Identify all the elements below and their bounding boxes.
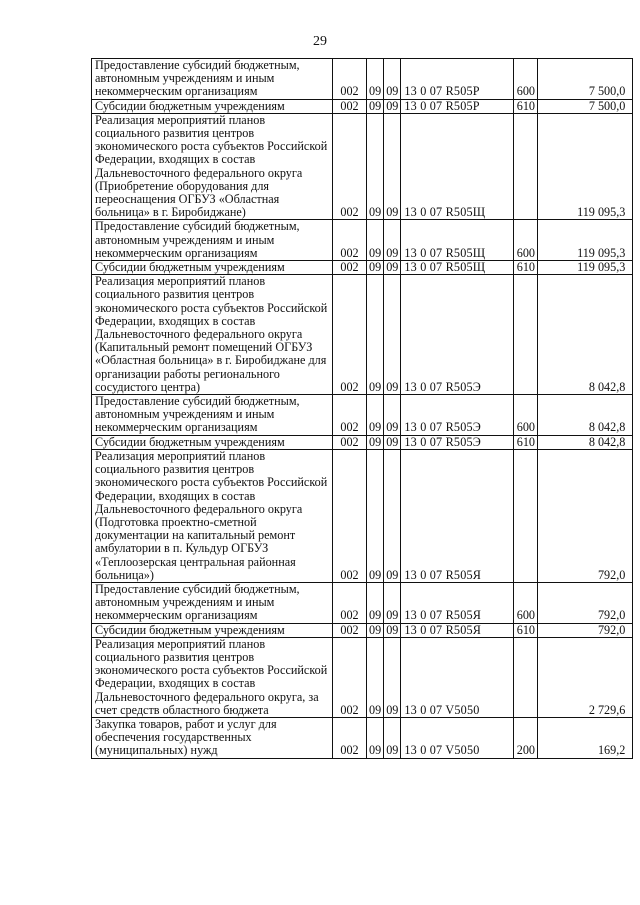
row-sum: 792,0 (538, 582, 633, 623)
table-row (92, 582, 633, 623)
row-vr (514, 275, 538, 395)
table-row (92, 637, 633, 717)
row-cs: 13 0 07 R505Я (401, 623, 514, 637)
table-row (92, 275, 633, 395)
row-ved: 002 (333, 99, 367, 113)
row-name: Субсидии бюджетным учреждениям (92, 435, 333, 449)
row-sum: 7 500,0 (538, 59, 633, 100)
table-row (92, 261, 633, 275)
row-name: Субсидии бюджетным учреждениям (92, 261, 333, 275)
row-sum: 2 729,6 (538, 637, 633, 717)
row-rz: 09 (367, 395, 384, 436)
row-pr: 09 (384, 623, 401, 637)
budget-table-body (92, 59, 633, 759)
row-cs: 13 0 07 R505Э (401, 275, 514, 395)
row-name: Субсидии бюджетным учреждениям (92, 99, 333, 113)
row-pr: 09 (384, 435, 401, 449)
row-cs: 13 0 07 R505Щ (401, 220, 514, 261)
row-pr: 09 (384, 275, 401, 395)
row-rz: 09 (367, 637, 384, 717)
table-row (92, 623, 633, 637)
row-vr: 610 (514, 435, 538, 449)
table-row (92, 717, 633, 758)
row-rz: 09 (367, 99, 384, 113)
row-cs: 13 0 07 R505Щ (401, 113, 514, 220)
row-name: Реализация мероприятий планов социального развития центров экономического роста субъектов Российской Федерации, входящих в состав Дальневосточного федерального округа, за счет средств областного бюджета (92, 637, 333, 717)
row-ved: 002 (333, 623, 367, 637)
page-number: 29 (313, 34, 327, 49)
table-row (92, 220, 633, 261)
row-cs: 13 0 07 R505Щ (401, 261, 514, 275)
row-sum: 8 042,8 (538, 435, 633, 449)
row-sum: 119 095,3 (538, 113, 633, 220)
row-pr: 09 (384, 59, 401, 100)
row-sum: 8 042,8 (538, 275, 633, 395)
row-rz: 09 (367, 275, 384, 395)
row-ved: 002 (333, 113, 367, 220)
row-sum: 119 095,3 (538, 261, 633, 275)
row-vr (514, 449, 538, 582)
row-sum: 119 095,3 (538, 220, 633, 261)
row-pr: 09 (384, 582, 401, 623)
row-cs: 13 0 07 V5050 (401, 637, 514, 717)
row-name: Реализация мероприятий планов социального развития центров экономического роста субъектов Российской Федерации, входящих в состав Дальневосточного федерального округа (Подготовка проектно-сметной документации на капитальный ремонт амбулатории в п. Кульдур ОГБУЗ «Теплоозерская центральная районная больница») (92, 449, 333, 582)
row-pr: 09 (384, 637, 401, 717)
row-ved: 002 (333, 637, 367, 717)
row-name: Предоставление субсидий бюджетным, автономным учреждениям и иным некоммерческим организациям (92, 59, 333, 100)
row-vr: 610 (514, 623, 538, 637)
row-ved: 002 (333, 435, 367, 449)
table-row (92, 59, 633, 100)
row-vr: 600 (514, 582, 538, 623)
row-rz: 09 (367, 582, 384, 623)
table-row (92, 99, 633, 113)
row-vr (514, 637, 538, 717)
row-rz: 09 (367, 113, 384, 220)
row-rz: 09 (367, 449, 384, 582)
row-sum: 792,0 (538, 623, 633, 637)
row-pr: 09 (384, 717, 401, 758)
row-pr: 09 (384, 261, 401, 275)
row-cs: 13 0 07 V5050 (401, 717, 514, 758)
row-vr: 200 (514, 717, 538, 758)
table-row (92, 395, 633, 436)
row-pr: 09 (384, 99, 401, 113)
row-pr: 09 (384, 113, 401, 220)
row-name: Предоставление субсидий бюджетным, автономным учреждениям и иным некоммерческим организациям (92, 582, 333, 623)
row-ved: 002 (333, 449, 367, 582)
row-rz: 09 (367, 717, 384, 758)
row-ved: 002 (333, 275, 367, 395)
row-cs: 13 0 07 R505Р (401, 99, 514, 113)
row-ved: 002 (333, 59, 367, 100)
table-row (92, 449, 633, 582)
row-pr: 09 (384, 395, 401, 436)
row-sum: 169,2 (538, 717, 633, 758)
row-name: Закупка товаров, работ и услуг для обеспечения государственных (муниципальных) нужд (92, 717, 333, 758)
row-cs: 13 0 07 R505Я (401, 582, 514, 623)
row-rz: 09 (367, 220, 384, 261)
row-sum: 7 500,0 (538, 99, 633, 113)
row-sum: 792,0 (538, 449, 633, 582)
table-row (92, 113, 633, 220)
row-vr: 600 (514, 220, 538, 261)
row-ved: 002 (333, 582, 367, 623)
row-ved: 002 (333, 395, 367, 436)
row-name: Реализация мероприятий планов социального развития центров экономического роста субъектов Российской Федерации, входящих в состав Дальневосточного федерального округа (Приобретение оборудования для переоснащения ОГБУЗ «Областная больница» в г. Биробиджане) (92, 113, 333, 220)
row-cs: 13 0 07 R505Э (401, 435, 514, 449)
budget-table (91, 58, 633, 759)
row-sum: 8 042,8 (538, 395, 633, 436)
row-name: Реализация мероприятий планов социального развития центров экономического роста субъектов Российской Федерации, входящих в состав Дальневосточного федерального округа (Капитальный ремонт помещений ОГБУЗ «Областная больница» в г. Биробиджане для организации работы регионального сосудистого центра) (92, 275, 333, 395)
row-name: Предоставление субсидий бюджетным, автономным учреждениям и иным некоммерческим организациям (92, 395, 333, 436)
row-rz: 09 (367, 435, 384, 449)
row-cs: 13 0 07 R505Э (401, 395, 514, 436)
row-ved: 002 (333, 717, 367, 758)
row-ved: 002 (333, 220, 367, 261)
row-name: Предоставление субсидий бюджетным, автономным учреждениям и иным некоммерческим организациям (92, 220, 333, 261)
row-ved: 002 (333, 261, 367, 275)
row-vr: 610 (514, 99, 538, 113)
row-vr: 600 (514, 59, 538, 100)
row-cs: 13 0 07 R505Я (401, 449, 514, 582)
table-row (92, 435, 633, 449)
row-vr (514, 113, 538, 220)
row-pr: 09 (384, 220, 401, 261)
row-rz: 09 (367, 261, 384, 275)
row-rz: 09 (367, 623, 384, 637)
row-vr: 600 (514, 395, 538, 436)
row-name: Субсидии бюджетным учреждениям (92, 623, 333, 637)
row-rz: 09 (367, 59, 384, 100)
row-cs: 13 0 07 R505Р (401, 59, 514, 100)
row-vr: 610 (514, 261, 538, 275)
row-pr: 09 (384, 449, 401, 582)
